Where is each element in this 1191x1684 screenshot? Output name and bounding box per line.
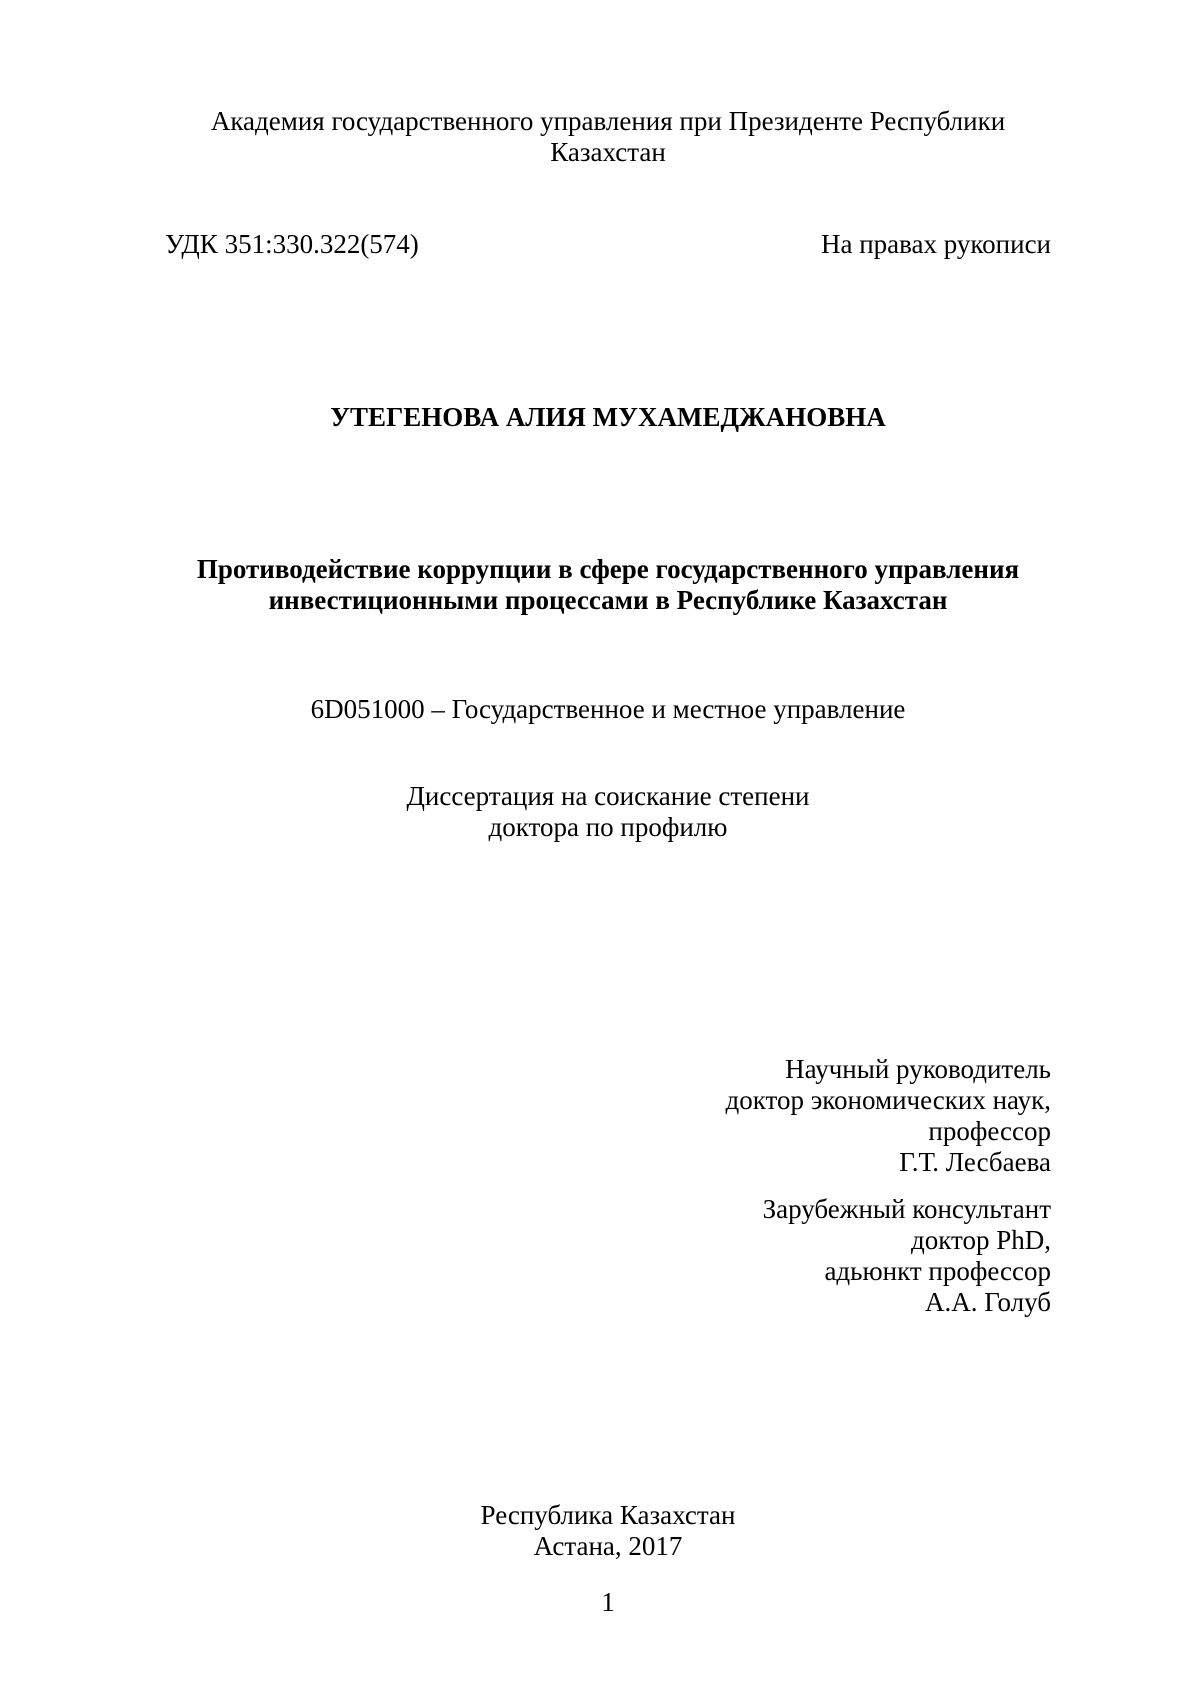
author-name: УТЕГЕНОВА АЛИЯ МУХАМЕДЖАНОВНА	[330, 402, 886, 432]
thesis-type-line1: Диссертация на соискание степени	[406, 781, 810, 811]
supervisor-degree: доктор экономических наук,	[725, 1085, 1051, 1115]
imprint-country: Республика Казахстан	[480, 1500, 736, 1530]
page-number: 1	[601, 1587, 615, 1617]
imprint-block	[165, 1500, 1051, 1562]
thesis-type-line2: доктора по профилю	[488, 812, 728, 842]
supervisor-role: Научный руководитель	[785, 1054, 1051, 1084]
consultant-block	[165, 1194, 1051, 1318]
consultant-name: А.А. Голуб	[925, 1287, 1051, 1317]
dissertation-title	[165, 554, 1051, 616]
imprint-city-year: Астана, 2017	[533, 1531, 683, 1561]
thesis-type-block	[165, 781, 1051, 843]
specialty-code-line: 6D051000 – Государственное и местное управление	[310, 694, 906, 724]
supervisor-block	[165, 1054, 1051, 1178]
institution-line: Академия государственного управления при Президенте Республики Казахстан	[210, 106, 1006, 167]
consultant-role: Зарубежный консультант	[762, 1194, 1051, 1224]
udk-code: УДК 351:330.322(574)	[165, 229, 419, 259]
consultant-degree: доктор PhD,	[911, 1225, 1051, 1255]
consultant-rank: адьюнкт профессор	[824, 1256, 1051, 1286]
supervisor-rank: профессор	[928, 1116, 1051, 1146]
dissertation-title-line1: Противодействие коррупции в сфере государственного управления	[196, 554, 1020, 584]
dissertation-title-line2: инвестиционными процессами в Республике Казахстан	[268, 585, 948, 615]
supervisor-name: Г.Т. Лесбаева	[899, 1147, 1051, 1177]
udk-row	[165, 229, 1051, 260]
manuscript-note: На правах рукописи	[820, 229, 1051, 259]
